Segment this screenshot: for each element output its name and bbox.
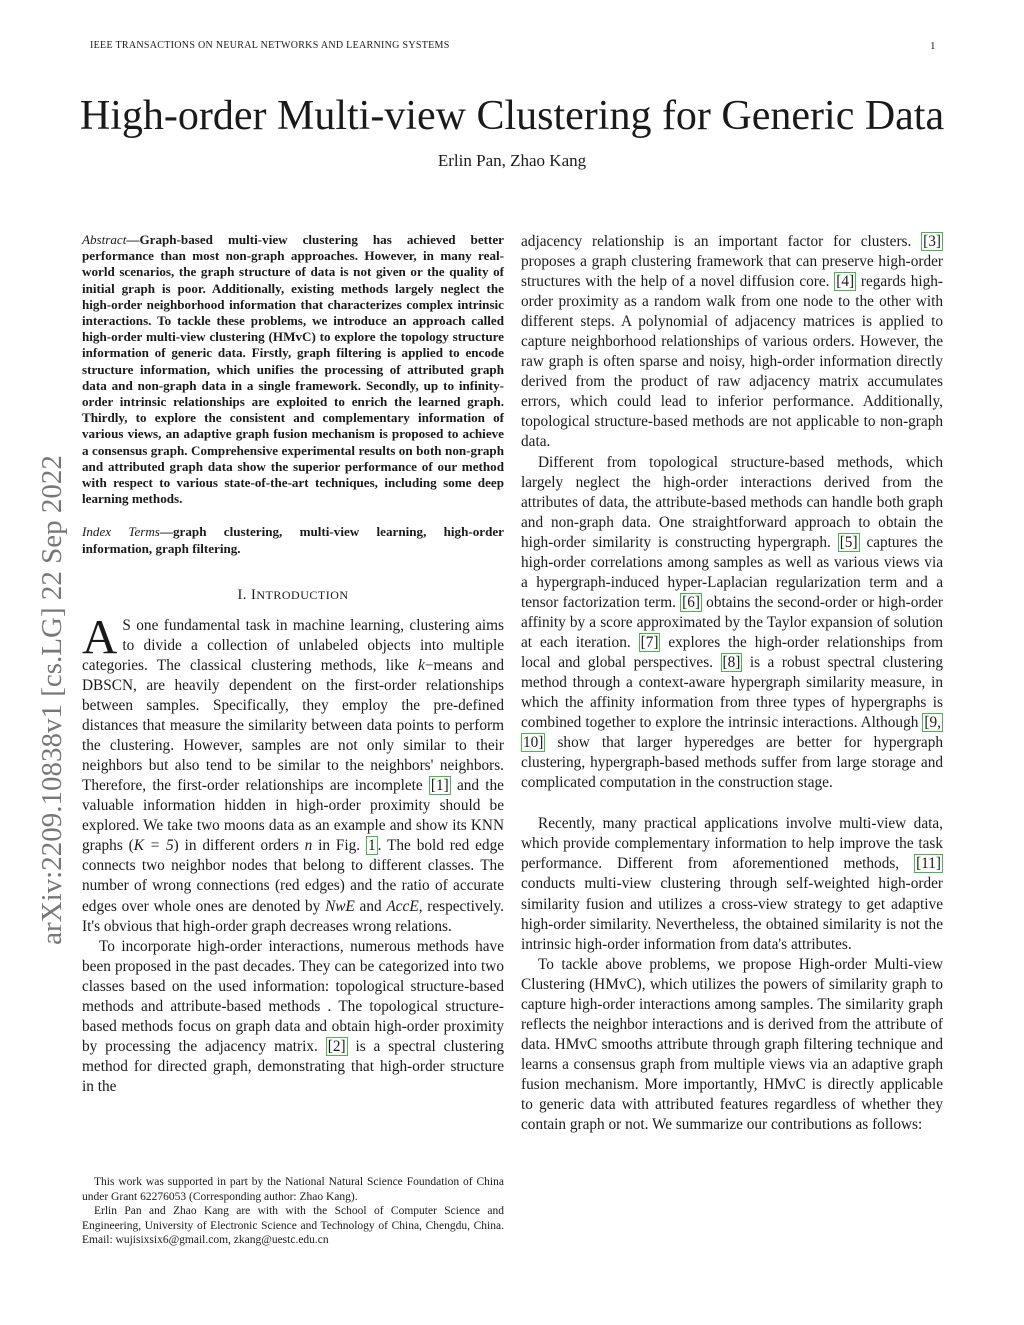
intro-text: captures the high-order correlations among samples as well as various views via a hypergraph-induced hyper-Laplacian regularization term and a tensor factorization term. — [521, 533, 943, 611]
intro-text: is a robust spectral clustering method through a context-aware hypergraph similarity measure, in which the affinity information from three types of hypergraphs is combined together to explore the intrinsic interactions. Although — [521, 653, 943, 732]
left-column — [82, 232, 504, 1097]
intro-text: −means and DBSCN, are heavily dependent on the first-order relationships between samples. Specifically, they employ the pre-defined distances that measure the similarity between data points to perform the clustering. However, samples are not only similar to their neighbors but also tend to be similar to the neighbors' neighbors. Therefore, the first-order relationships are incomplete — [82, 656, 505, 795]
intro-text: S one fundamental task in machine learning, clustering aims to divide a collection of unlabeled objects into multiple categories. The classical clustering methods, like — [82, 616, 504, 674]
abstract — [82, 232, 504, 507]
footnotes — [82, 1175, 504, 1248]
arxiv-stamp: arXiv:2209.10838v1 [cs.LG] 22 Sep 2022 — [36, 455, 68, 945]
math-k: k — [418, 656, 425, 674]
intro-paragraph-4 — [521, 814, 943, 954]
intro-text: ) in different orders — [173, 837, 305, 855]
intro-text: To incorporate high-order interactions, numerous methods have been proposed in the past decades. They can be categorized into two classes based on the used information: topological structure-based methods and attribute-based methods . The topological structure-based methods focus on graph data and obtain high-order proximity by processing the adjacency matrix. — [82, 937, 504, 1055]
citation-link[interactable]: [11] — [916, 855, 941, 873]
intro-paragraph-2 — [82, 937, 504, 1097]
index-terms-label: Index Terms — [82, 524, 160, 540]
intro-paragraph-5: To tackle above problems, we propose High-order Multi-view Clustering (HMvC), which utilizes the powers of similarity graph to capture high-order interactions among samples. The similarity graph reflects the neighbor interactions and is derived from the attribute of data. HMvC smooths attribute through graph filtering technique and learns a consensus graph from multiple views via an adaptive graph fusion mechanism. More importantly, HMvC is directly applicable to generic data with attributed features regardless of whether they contain graph or not. We summarize our contributions as follows: — [521, 955, 943, 1134]
math-k-value: K = 5 — [133, 837, 174, 855]
abstract-label: Abstract — [82, 232, 127, 247]
citation-link[interactable]: [2] — [327, 1037, 346, 1055]
figure-link[interactable]: 1 — [368, 837, 376, 855]
citation-link[interactable]: [8] — [722, 653, 741, 671]
intro-text: . The bold red edge connects two neighbor nodes that belong to different classes. The number of wrong connections (red edges) and the ratio of accurate edges over whole ones are denoted by — [82, 837, 505, 915]
section-title-rest: NTRODUCTION — [256, 587, 349, 602]
intro-paragraph-1 — [82, 608, 505, 937]
intro-text: obtains the second-order or high-order affinity by a score approximated by the Taylor expansion of solution at each iteration. — [521, 593, 943, 651]
paper-authors: Erlin Pan, Zhao Kang — [437, 151, 587, 170]
intro-text: in Fig. — [312, 837, 366, 855]
citation-link[interactable]: [3] — [923, 233, 941, 250]
page-number: 1 — [930, 40, 936, 52]
intro-text: adjacency relationship is an important factor for clusters. — [521, 233, 922, 250]
intro-text: is a spectral clustering method for directed graph, demonstrating that high-order structure in the — [82, 1037, 504, 1095]
citation-link[interactable]: [5] — [839, 533, 858, 551]
math-n: n — [304, 837, 313, 855]
abstract-text: —Graph-based multi-view clustering has achieved better performance than most non-graph approaches. However, in many real-world scenarios, the graph structure of data is not given or the quality of initial graph is poor. Additionally, existing methods largely neglect the high-order neighborhood information that characterizes complex intrinsic interactions. To tackle these problems, we introduce an approach called high-order multi-view clustering (HMvC) to explore the topology structure information of generic data. Firstly, graph filtering is applied to encode structure information, which unifies the processing of attributed graph data and non-graph data in a single framework. Secondly, up to infinity-order intrinsic relationships are exploited to enrich the learned graph. Thirdly, to explore the consistent and complementary information of various views, an adaptive graph fusion mechanism is proposed to achieve a consensus graph. Comprehensive experimental results on both non-graph and attributed graph data show the superior performance of our method with respect to various state-of-the-art techniques, including some deep learning methods. — [82, 232, 504, 507]
right-column — [521, 232, 943, 1135]
section-initial: I — [251, 586, 257, 603]
paper-title: High-order Multi-view Clustering for Generic Data — [79, 93, 945, 139]
citation-link[interactable]: [7] — [640, 633, 659, 651]
intro-text: explores the high-order relationships from local and global perspectives. — [521, 633, 943, 671]
index-terms-text: —graph clustering, multi-view learning, high-order information, graph filtering. — [82, 524, 504, 556]
running-head: IEEE TRANSACTIONS ON NEURAL NETWORKS AND LEARNING SYSTEMS — [90, 40, 450, 51]
intro-text: and — [354, 897, 387, 915]
intro-paragraph-2-cont — [521, 232, 943, 453]
intro-text: Different from topological structure-based methods, which largely neglect the high-order interactions derived from the attributes of data, the attribute-based methods can handle both graph and non-graph data. One straightforward approach to obtain the high-order similarity is constructing hypergraph. — [521, 453, 943, 551]
index-terms — [82, 524, 504, 556]
footnote-affiliation: Erlin Pan and Zhao Kang are with with the School of Computer Science and Engineering, University of Electronic Science and Technology of China, Chengdu, China. Email: wujisixsix6@gmail.com, zkang@uestc.edu.cn — [82, 1205, 504, 1246]
citation-link[interactable]: [4] — [836, 273, 855, 291]
intro-text: Recently, many practical applications involve multi-view data, which provide complementary information to help improve the task performance. Different from aforementioned methods, — [521, 815, 943, 873]
citation-link[interactable]: [1] — [430, 777, 449, 795]
intro-paragraph-3 — [521, 453, 943, 794]
citation-link[interactable]: [9, — [924, 714, 941, 732]
intro-text: regards high-order proximity as a random walk from one node to the other with different steps. A polynomial of adjacency matrices is applied to capture neighborhood relationships of various orders. However, the raw graph is often sparse and noisy, high-order information directly derived from the product of raw adjacency matrix accumulates errors, which could lead to inferior performance. Additionally, topological structure-based methods are not applicable to non-graph data. — [521, 273, 943, 451]
drop-cap: A — [82, 608, 118, 664]
intro-text: and the valuable information hidden in high-order proximity should be explored. We take two moons data as an example and show its KNN graphs ( — [82, 777, 504, 855]
intro-text: , respectively. It's obvious that high-order graph decreases wrong relations. — [82, 897, 504, 935]
term-acce: AccE — [386, 897, 419, 915]
section-heading-introduction — [82, 587, 504, 604]
citation-link[interactable]: [6] — [682, 593, 700, 611]
intro-text: conducts multi-view clustering through self-weighted high-order similarity fusion and utilizes a cross-view strategy to get adaptive high-order similarity. Nevertheless, the obtained similarity is not the intrinsic high-order information from data's attributes. — [521, 875, 943, 953]
intro-text: proposes a graph clustering framework that can preserve high-order structures with the help of a novel diffusion core. — [521, 253, 943, 291]
section-numeral: I. — [237, 586, 252, 603]
term-nwe: NwE — [325, 897, 355, 915]
intro-text: show that larger hyperedges are better for hypergraph clustering, hypergraph-based methods suffer from large storage and complicated computation in the construction stage. — [521, 734, 943, 792]
footnote-funding: This work was supported in part by the National Natural Science Foundation of China under Grant 62276053 (Corresponding author: Zhao Kang). — [82, 1176, 504, 1203]
citation-link[interactable]: 10] — [523, 734, 544, 752]
